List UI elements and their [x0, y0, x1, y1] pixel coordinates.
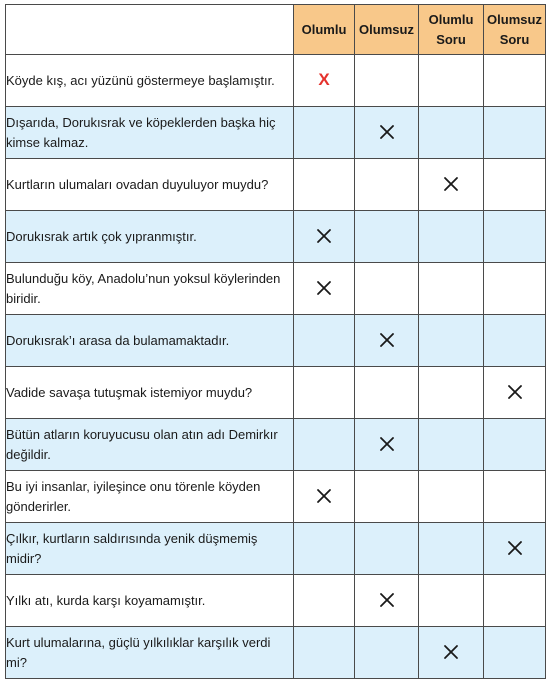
header-olumsuz-soru: Olumsuz Soru [484, 5, 546, 55]
mark-cell-olumsuz-soru[interactable] [484, 575, 546, 627]
sentence-cell: Vadide savaşa tutuşmak istemiyor muydu? [6, 367, 294, 419]
mark-cell-olumlu-soru[interactable] [419, 523, 484, 575]
sentence-cell: Dorukısrak artık çok yıpranmıştır. [6, 211, 294, 263]
mark-cell-olumlu[interactable] [294, 575, 355, 627]
mark-cell-olumlu[interactable] [294, 159, 355, 211]
mark-cell-olumlu-soru[interactable] [419, 315, 484, 367]
mark-cell-olumsuz-soru[interactable] [484, 55, 546, 107]
header-row [6, 5, 546, 55]
mark-cell-olumsuz-soru[interactable] [484, 263, 546, 315]
mark-cell-olumsuz[interactable] [355, 159, 419, 211]
mark-cell-olumlu-soru[interactable] [419, 107, 484, 159]
mark-cell-olumsuz[interactable] [355, 263, 419, 315]
sentence-cell: Köyde kış, acı yüzünü göstermeye başlamıştır. [6, 55, 294, 107]
mark-cell-olumsuz-soru[interactable] [484, 471, 546, 523]
sentence-cell: Dorukısrak’ı arasa da bulamamaktadır. [6, 315, 294, 367]
mark-cell-olumsuz[interactable] [355, 211, 419, 263]
x-mark-icon [379, 436, 395, 452]
mark-cell-olumsuz-soru[interactable] [484, 107, 546, 159]
mark-cell-olumsuz[interactable] [355, 523, 419, 575]
table-body [6, 55, 546, 679]
sentence-cell: Bu iyi insanlar, iyileşince onu törenle köyden gönderirler. [6, 471, 294, 523]
x-mark-icon [443, 176, 459, 192]
mark-cell-olumlu[interactable] [294, 523, 355, 575]
sentence-cell: Çılkır, kurtların saldırısında yenik düşmemiş midir? [6, 523, 294, 575]
header-blank [6, 5, 294, 55]
x-mark-icon [316, 228, 332, 244]
x-mark-icon [379, 124, 395, 140]
table-row [6, 419, 546, 471]
sentence-classification-table [5, 4, 546, 679]
x-mark-icon: X [318, 70, 330, 89]
mark-cell-olumsuz-soru[interactable] [484, 159, 546, 211]
mark-cell-olumsuz[interactable] [355, 107, 419, 159]
mark-cell-olumlu[interactable] [294, 315, 355, 367]
mark-cell-olumsuz[interactable] [355, 627, 419, 679]
sentence-cell: Dışarıda, Dorukısrak ve köpeklerden başka hiç kimse kalmaz. [6, 107, 294, 159]
mark-cell-olumlu-soru[interactable] [419, 159, 484, 211]
mark-cell-olumsuz[interactable] [355, 315, 419, 367]
mark-cell-olumlu[interactable] [294, 367, 355, 419]
mark-cell-olumlu[interactable] [294, 107, 355, 159]
mark-cell-olumlu[interactable] [294, 211, 355, 263]
table-row [6, 367, 546, 419]
x-mark-icon [316, 280, 332, 296]
table-row [6, 627, 546, 679]
mark-cell-olumsuz[interactable] [355, 575, 419, 627]
header-olumlu-soru: Olumlu Soru [419, 5, 484, 55]
mark-cell-olumsuz[interactable] [355, 367, 419, 419]
mark-cell-olumsuz-soru[interactable] [484, 627, 546, 679]
mark-cell-olumlu-soru[interactable] [419, 419, 484, 471]
table-row [6, 211, 546, 263]
x-mark-icon [507, 540, 523, 556]
mark-cell-olumlu-soru[interactable] [419, 367, 484, 419]
sentence-cell: Kurt ulumalarına, güçlü yılkılıklar karşılık verdi mi? [6, 627, 294, 679]
mark-cell-olumlu[interactable] [294, 55, 355, 107]
mark-cell-olumlu[interactable] [294, 263, 355, 315]
table-row [6, 263, 546, 315]
mark-cell-olumsuz-soru[interactable] [484, 523, 546, 575]
sentence-cell: Kurtların ulumaları ovadan duyuluyor muydu? [6, 159, 294, 211]
mark-cell-olumlu[interactable] [294, 419, 355, 471]
mark-cell-olumlu-soru[interactable] [419, 575, 484, 627]
table-row [6, 523, 546, 575]
mark-cell-olumsuz[interactable] [355, 55, 419, 107]
table-row [6, 107, 546, 159]
mark-cell-olumlu-soru[interactable] [419, 627, 484, 679]
sentence-cell: Bütün atların koruyucusu olan atın adı Demirkır değildir. [6, 419, 294, 471]
mark-cell-olumsuz[interactable] [355, 419, 419, 471]
mark-cell-olumsuz[interactable] [355, 471, 419, 523]
header-olumsuz: Olumsuz [355, 5, 419, 55]
mark-cell-olumsuz-soru[interactable] [484, 315, 546, 367]
mark-cell-olumsuz-soru[interactable] [484, 367, 546, 419]
table-row [6, 471, 546, 523]
header-olumlu: Olumlu [294, 5, 355, 55]
mark-cell-olumlu[interactable] [294, 471, 355, 523]
x-mark-icon [443, 644, 459, 660]
table-row [6, 315, 546, 367]
mark-cell-olumlu-soru[interactable] [419, 263, 484, 315]
mark-cell-olumlu-soru[interactable] [419, 211, 484, 263]
x-mark-icon [507, 384, 523, 400]
mark-cell-olumsuz-soru[interactable] [484, 211, 546, 263]
table-row [6, 575, 546, 627]
sentence-cell: Bulunduğu köy, Anadolu’nun yoksul köylerinden biridir. [6, 263, 294, 315]
mark-cell-olumlu-soru[interactable] [419, 471, 484, 523]
table-row [6, 159, 546, 211]
x-mark-icon [379, 332, 395, 348]
mark-cell-olumlu[interactable] [294, 627, 355, 679]
mark-cell-olumlu-soru[interactable] [419, 55, 484, 107]
x-mark-icon [316, 488, 332, 504]
table-row [6, 55, 546, 107]
x-mark-icon [379, 592, 395, 608]
mark-cell-olumsuz-soru[interactable] [484, 419, 546, 471]
sentence-cell: Yılkı atı, kurda karşı koyamamıştır. [6, 575, 294, 627]
